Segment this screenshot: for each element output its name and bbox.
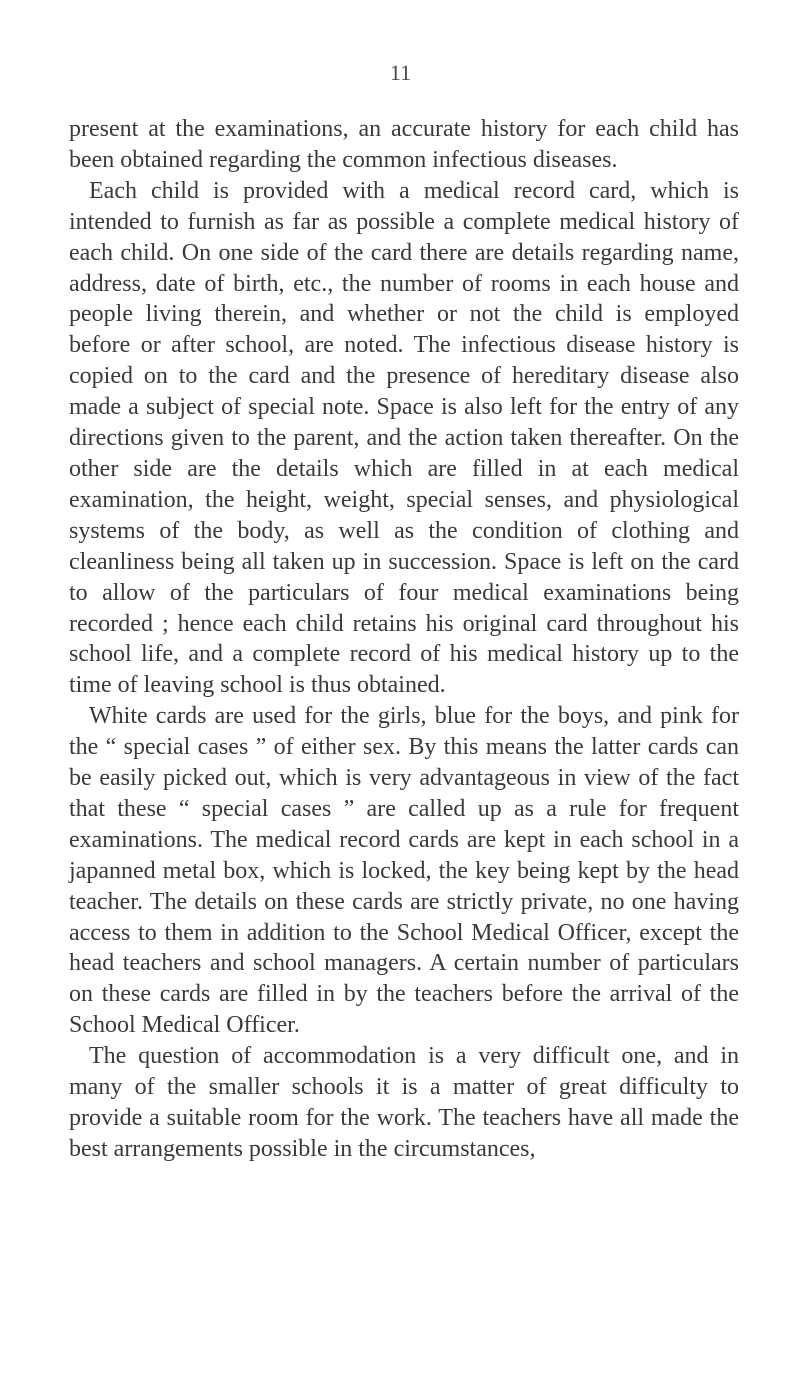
paragraph-medical-record-card: Each child is provided with a medical record card, which is intended to furnish as far as possible a complete medical history of each child. On one side of the card there are details regarding name, address, date of birth, etc., the number of rooms in each house and people living therein, and whether or not the child is employed before or after school, are noted. The infectious disease history is copied on to the card and the presence of hereditary disease also made a subject of special note. Space is also left for the entry of any directions given to the parent, and the action taken thereafter. On the other side are the details which are filled in at each medical examination, the height, weight, special senses, and physiological systems of the body, as well as the condition of clothing and cleanliness being all taken up in succession. Space is left on the card to allow of the particulars of four medical examinations being recorded ; hence each child retains his original card throughout his school life, and a complete record of his medical history up to the time of leaving school is thus obtained. bbox=[69, 177, 739, 699]
paragraph-card-colours: White cards are used for the girls, blue for the boys, and pink for the “ special cases ” of either sex. By this means the latter cards can be easily picked out, which is very advantageous in view of the fact that these “ special cases ” are called up as a rule for frequent examinations. The medical record cards are kept in each school in a japanned metal box, which is locked, the key being kept by the head teacher. The details on these cards are strictly private, no one having access to them in addition to the School Medical Officer, except the head teachers and school managers. A certain number of particulars on these cards are filled in by the teachers before the arrival of the School Medical Officer. bbox=[69, 703, 739, 1039]
page-number: 11 bbox=[389, 60, 412, 85]
body-text bbox=[69, 114, 739, 1165]
paragraph-continuation: present at the examinations, an accurate history for each child has been obtained regarding the common infectious diseases. bbox=[69, 116, 739, 173]
paragraph-accommodation: The question of accommodation is a very difficult one, and in many of the smaller schools it is a matter of great difficulty to provide a suitable room for the work. The teachers have all made the best arrangements possible in the circumstances, bbox=[69, 1043, 739, 1162]
